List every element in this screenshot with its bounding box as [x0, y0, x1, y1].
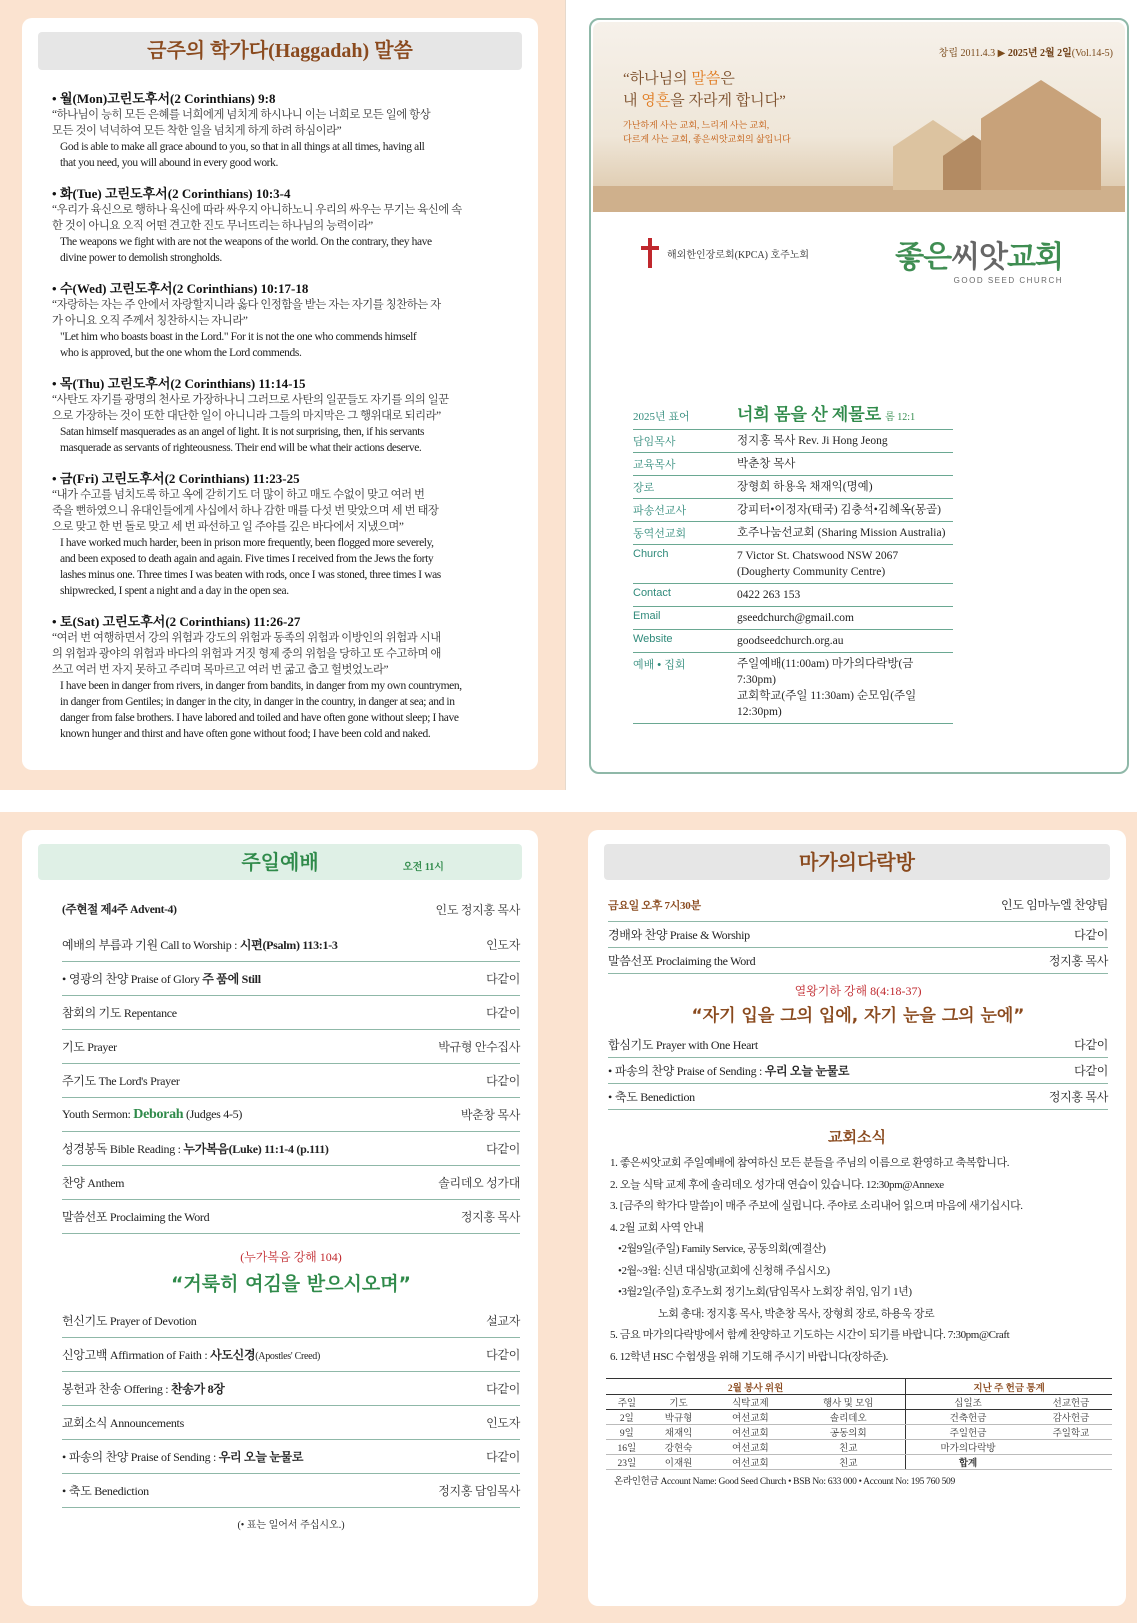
- qt-item: [52, 183, 524, 266]
- qt-day-heading: • 목(Thu) 고린도후서(2 Corinthians) 11:14-15: [52, 376, 306, 391]
- qt-english-line: that you need, you will abound in every good work.: [60, 157, 278, 169]
- qt-english-line: and been exposed to death again and again. Five times I received from the Jews the forty: [60, 553, 434, 565]
- order-row: 찬양 Anthem 솔리데오 성가대: [62, 1166, 520, 1200]
- qt-korean-line: 죽을 뻔하였으니 유대인들에게 사십에서 하나 감한 매를 다섯 번 맞았으며 세 번 태장: [52, 505, 439, 517]
- qt-korean-line: “내가 수고를 넘치도록 하고 옥에 갇히기도 더 많이 하고 매도 수없이 맞고 여러 번: [52, 489, 425, 501]
- cover-quote: “하나님의 말씀은 내 영혼을 자라게 합니다”: [623, 71, 786, 109]
- qt-korean-line: “자랑하는 자는 주 안에서 자랑할지니라 옳다 인정함을 받는 자는 자기를 칭찬하는 자: [52, 299, 441, 311]
- sermon-ref: (누가복음 강해 104): [240, 1250, 342, 1264]
- news-item: 2. 오늘 식탁 교제 후에 솔리데오 성가대 연습이 있습니다. 12:30pm@Annexe: [610, 1178, 944, 1191]
- worship-title-bar: 주일예배 오전 11시: [38, 844, 522, 880]
- order-row: 봉헌과 찬송 Offering : 찬송가 8장 다같이: [62, 1372, 520, 1406]
- bullet-icon: •: [52, 471, 57, 486]
- qt-item: [52, 88, 524, 171]
- qt-english-line: "Let him who boasts boast in the Lord." For it is not the one who commends himself: [60, 331, 417, 343]
- news-item: 1. 좋은씨앗교회 주일예배에 참여하신 모든 분들을 주님의 이름으로 환영하고 축복합니다.: [610, 1157, 1010, 1169]
- qt-item: [52, 278, 524, 361]
- maga-head-row: 금요일 오후 7시30분 인도 임마누엘 찬양팀: [608, 888, 1108, 922]
- order-row: 성경봉독 Bible Reading : 누가복음(Luke) 11:1-4 (p.111) 다같이: [62, 1132, 520, 1166]
- stand-dot-icon: •: [62, 1450, 66, 1464]
- bullet-icon: •: [52, 281, 57, 296]
- info-row: Contact 0422 263 153: [633, 584, 953, 607]
- order-row: • 파송의 찬양 Praise of Sending : 우리 오늘 눈물로 다같이: [608, 1058, 1108, 1084]
- qt-korean-line: “우리가 육신으로 행하나 육신에 따라 싸우지 아니하노니 우리의 싸우는 무기는 육신에 속: [52, 204, 462, 216]
- info-row: Email gseedchurch@gmail.com: [633, 607, 953, 630]
- news-item: •2월9일(주일) Family Service, 공동의회(예결산): [618, 1243, 826, 1255]
- stats-table: [606, 1378, 1112, 1470]
- qt-english-line: divine power to demolish strongholds.: [60, 252, 222, 264]
- info-row: 담임목사 정지홍 목사 Rev. Ji Hong Jeong: [633, 430, 953, 453]
- qt-korean-line: 모든 것이 넉넉하여 모든 착한 일을 넘치게 하게 하려 하심이라”: [52, 125, 342, 137]
- qt-english-line: shipwrecked, I spent a night and a day in the open sea.: [60, 585, 289, 597]
- order-row: 기도 Prayer 박규형 안수집사: [62, 1030, 520, 1064]
- order-row: • 축도 Benediction 정지홍 담임목사: [62, 1474, 520, 1508]
- qt-day-heading: • 수(Wed) 고린도후서(2 Corinthians) 10:17-18: [52, 281, 309, 296]
- advent-row: (주현절 제4주 Advent-4) 인도 정지홍 목사: [62, 902, 520, 917]
- qt-english-line: The weapons we fight with are not the weapons of the world. On the contrary, they have: [60, 236, 432, 248]
- bottom-sheet: [0, 812, 1137, 1623]
- bullet-icon: •: [52, 376, 57, 391]
- news-item: •2월~3월: 신년 대심방(교회에 신청해 주십시오): [618, 1264, 830, 1277]
- stand-dot-icon: •: [608, 1064, 612, 1078]
- order-row: 말씀선포 Proclaiming the Word 정지홍 목사: [608, 948, 1108, 974]
- cover-subtitle: 가난하게 사는 교회, 느리게 사는 교회, 다르게 사는 교회, 좋은씨앗교회의 삶입니다: [623, 120, 791, 144]
- youth-sermon-row: Youth Sermon: Deborah (Judges 4-5) 박춘창 목사: [62, 1098, 520, 1132]
- qt-card: [22, 18, 538, 770]
- order-row: 헌신기도 Prayer of Devotion 설교자: [62, 1304, 520, 1338]
- news-item: 3. [금주의 학가다 말씀]이 매주 주보에 실립니다. 주야로 소리내어 읽으며 마음에 새기십시다.: [610, 1200, 1023, 1212]
- top-sheet: [0, 0, 1137, 800]
- news-item: •3월2일(주일) 호주노회 정기노회(담임목사 노회장 취임, 임기 1년): [618, 1286, 912, 1298]
- cover-image: [593, 22, 1125, 212]
- qt-english-line: masquerade as servants of righteousness. Their end will be what their actions deserve.: [60, 442, 422, 454]
- order-row: 말씀선포 Proclaiming the Word 정지홍 목사: [62, 1200, 520, 1234]
- stand-dot-icon: •: [62, 972, 66, 986]
- info-row: Church 7 Victor St. Chatswood NSW 2067 (Dougherty Community Centre): [633, 545, 953, 584]
- info-row: 동역선교회 호주나눔선교회 (Sharing Mission Australia): [633, 522, 953, 545]
- stand-dot-icon: •: [608, 1090, 612, 1104]
- qt-item: [52, 611, 524, 742]
- stats-right-title: 지난 주 헌금 통계: [906, 1379, 1112, 1395]
- order-row: 경배와 찬양 Praise & Worship 다같이: [608, 922, 1108, 948]
- church-logo: 좋은씨앗교회 GOOD SEED CHURCH: [895, 240, 1063, 285]
- cross-icon: [641, 238, 659, 268]
- qt-korean-line: 한 것이 아니요 오직 어떤 견고한 진도 무너뜨리는 하나님의 능력이라”: [52, 220, 373, 232]
- qt-day-heading: • 화(Tue) 고린도후서(2 Corinthians) 10:3-4: [52, 186, 291, 201]
- maga-title: 마가의다락방: [604, 844, 1110, 880]
- maga-ref: 열왕기하 강해 8(4:18-37): [794, 984, 922, 998]
- online-offering: 온라인헌금 Account Name: Good Seed Church • BSB No: 633 000 • Account No: 195 760 509: [614, 1477, 955, 1487]
- sermon-title: “거룩히 여김을 받으시오며”: [170, 1273, 412, 1295]
- qt-english-line: danger from false brothers. I have labored and toiled and have often gone without sleep; I have: [60, 712, 459, 724]
- worship-order: [22, 890, 538, 1531]
- house-large-icon: [981, 80, 1101, 190]
- motto-row: 2025년 표어 너희 몸을 산 제물로 롬 12:1: [633, 400, 953, 430]
- qt-korean-line: 으로 가장하는 것이 또한 대단한 일이 아니니라 그들의 마지막은 그 행위대로 되리라”: [52, 410, 441, 422]
- news-item: 노회 총대: 정지홍 목사, 박춘창 목사, 장형희 장로, 하용욱 장로: [658, 1307, 935, 1320]
- stats-row: 16일 강현숙 여선교회 친교 마가의다락방: [606, 1440, 1112, 1455]
- stats-row: 2일 박규형 여선교회 솔리데오 건축헌금 감사헌금: [606, 1410, 1112, 1425]
- order-row: 신앙고백 Affirmation of Faith : 사도신경(Apostles' Creed) 다같이: [62, 1338, 520, 1372]
- qt-korean-line: “사탄도 자기를 광명의 천사로 가장하나니 그러므로 사탄의 일꾼들도 자기를 의의 일꾼: [52, 394, 449, 406]
- qt-english-line: who is approved, but the one whom the Lord commends.: [60, 347, 302, 359]
- info-row: 파송선교사 강피터•이정자(태국) 김충석•김혜옥(몽골): [633, 499, 953, 522]
- qt-title: 금주의 학가다(Haggadah) 말씀: [38, 32, 522, 70]
- qt-english-line: lashes minus one. Three times I was beaten with rods, once I was stoned, three times I was: [60, 569, 441, 581]
- bullet-icon: •: [52, 91, 57, 106]
- news-list: [588, 1147, 1126, 1368]
- qt-item: [52, 468, 524, 599]
- news-item: 5. 금요 마가의다락방에서 함께 찬양하고 기도하는 시간이 되기를 바랍니다. 7:30pm@Craft: [610, 1329, 1010, 1341]
- stats-row: 23일 이재원 여선교회 친교 합계: [606, 1455, 1112, 1470]
- qt-english-line: known hunger and thirst and have often gone without food; I have been cold and naked.: [60, 728, 431, 740]
- qt-day-heading: • 금(Fri) 고린도후서(2 Corinthians) 11:23-25: [52, 471, 300, 486]
- info-row: 장로 장형희 하용욱 채재익(명예): [633, 476, 953, 499]
- qt-english-line: Satan himself masquerades as an angel of light. It is not surprising, then, if his servants: [60, 426, 425, 438]
- qt-korean-line: “여러 번 여행하면서 강의 위험과 강도의 위험과 동족의 위험과 이방인의 위험과 시내: [52, 632, 441, 644]
- order-row: 주기도 The Lord's Prayer 다같이: [62, 1064, 520, 1098]
- qt-day-heading: • 월(Mon)고린도후서(2 Corinthians) 9:8: [52, 91, 276, 106]
- order-row: • 영광의 찬양 Praise of Glory 주 품에 Still 다같이: [62, 962, 520, 996]
- bullet-icon: •: [52, 614, 57, 629]
- maga-card: [588, 830, 1126, 1606]
- worship-card: [22, 830, 538, 1606]
- qt-english-line: God is able to make all grace abound to you, so that in all things at all times, having all: [60, 141, 425, 153]
- news-title: 교회소식: [828, 1128, 886, 1146]
- stand-dot-icon: •: [62, 1484, 66, 1498]
- bullet-icon: •: [52, 186, 57, 201]
- qt-korean-line: “하나님이 능히 모든 은혜를 너희에게 넘치게 하시나니 이는 너희로 모든 일에 항상: [52, 109, 431, 121]
- stats-left-title: 2월 봉사 위원: [606, 1379, 906, 1395]
- order-row: 교회소식 Announcements 인도자: [62, 1406, 520, 1440]
- info-row: 예배 • 집회 주일예배(11:00am) 마가의다락방(금 7:30pm) 교회학교(주일 11:30am) 순모임(주일 12:30pm): [633, 653, 953, 724]
- order-row: • 파송의 찬양 Praise of Sending : 우리 오늘 눈물로 다같이: [62, 1440, 520, 1474]
- standing-note: (• 표는 일어서 주십시오.): [237, 1520, 345, 1531]
- qt-korean-line: 의 위험과 광야의 위험과 바다의 위험과 거짓 형제 중의 위험을 당하고 또 수고하며 애: [52, 648, 441, 660]
- maga-order: [588, 888, 1126, 1110]
- order-row: • 축도 Benediction 정지홍 목사: [608, 1084, 1108, 1110]
- kpca-mark: 해외한인장로회(KPCA) 호주노회: [641, 238, 809, 268]
- qt-list: [22, 88, 538, 742]
- qt-english-line: in danger from Gentiles; in danger in the city, in danger in the country, in danger at sea; and in: [60, 696, 455, 708]
- qt-item: [52, 373, 524, 456]
- order-row: 합심기도 Prayer with One Heart 다같이: [608, 1032, 1108, 1058]
- qt-korean-line: 으로 맞고 한 번 돌로 맞고 세 번 파선하고 일 주야를 깊은 바다에서 지냈으며”: [52, 521, 404, 533]
- cover-frame: [589, 18, 1129, 774]
- stats-col-headers: 주일 기도 식탁교제 행사 및 모임 십일조 선교헌금: [606, 1395, 1112, 1410]
- cover-date: 창립 2011.4.3 ▶ 2025년 2월 2일(Vol.14-5): [938, 48, 1113, 59]
- church-info: [633, 400, 953, 724]
- qt-korean-line: 가 아니요 오직 주께서 칭찬하시는 자니라”: [52, 315, 248, 327]
- qt-english-line: I have worked much harder, been in prison more frequently, been flogged more severely,: [60, 537, 434, 549]
- maga-sermon-title: “자기 입을 그의 입에, 자기 눈을 그의 눈에”: [691, 1006, 1025, 1026]
- qt-day-heading: • 토(Sat) 고린도후서(2 Corinthians) 11:26-27: [52, 614, 301, 629]
- news-item: 6. 12학년 HSC 수험생을 위해 기도해 주시기 바랍니다(장하준).: [610, 1350, 888, 1363]
- qt-english-line: I have been in danger from rivers, in danger from bandits, in danger from my own countrymen,: [60, 680, 462, 692]
- info-row: 교육목사 박춘창 목사: [633, 453, 953, 476]
- news-item: 4. 2월 교회 사역 안내: [610, 1221, 704, 1234]
- stats-row: 9일 채재익 여선교회 공동의회 주일헌금 주일학교: [606, 1425, 1112, 1440]
- info-row: Website goodseedchurch.org.au: [633, 630, 953, 653]
- qt-korean-line: 쓰고 여러 번 자지 못하고 주리며 목마르고 여러 번 굶고 춥고 헐벗었노라”: [52, 664, 389, 676]
- order-row: 참회의 기도 Repentance 다같이: [62, 996, 520, 1030]
- order-row: 예배의 부름과 기원 Call to Worship : 시편(Psalm) 113:1-3 인도자: [62, 928, 520, 962]
